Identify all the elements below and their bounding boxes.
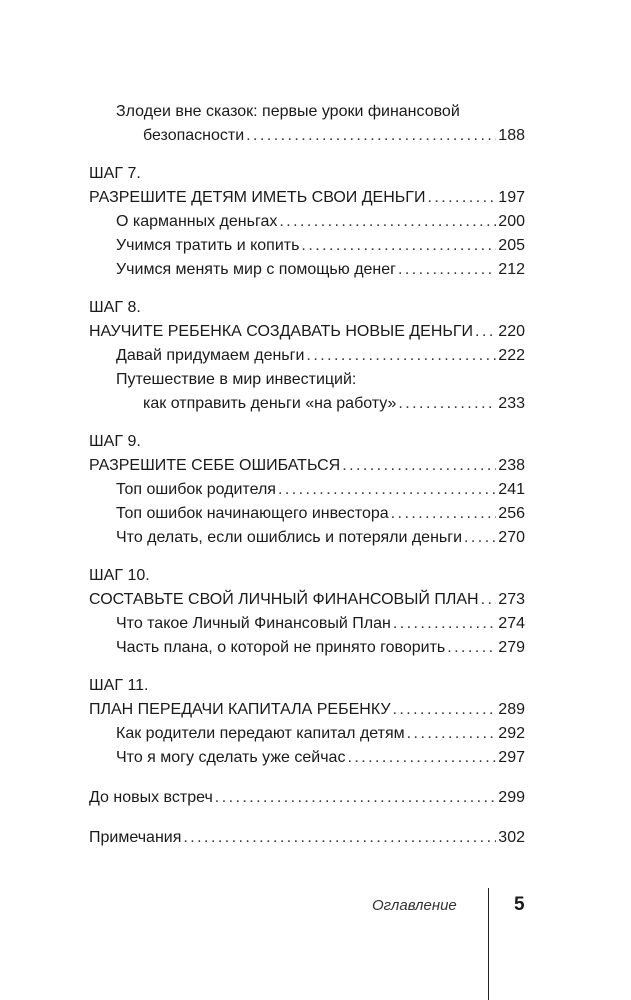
dot-leader <box>398 392 496 416</box>
toc-entry-page: 220 <box>498 323 525 340</box>
toc-entry-page: 274 <box>498 615 525 632</box>
dot-leader <box>464 526 496 550</box>
footer-section-label: Оглавление <box>372 897 457 914</box>
toc-entry <box>89 392 525 416</box>
toc-entry-title: Учимся тратить и копить <box>116 237 300 254</box>
toc-step-title: НАУЧИТЕ РЕБЕНКА СОЗДАВАТЬ НОВЫЕ ДЕНЬГИ <box>89 323 474 340</box>
step-label: ШАГ 8. <box>89 299 141 316</box>
dot-leader <box>347 746 496 770</box>
dot-leader <box>427 186 496 210</box>
dot-leader <box>447 636 496 660</box>
toc-entry-title: До новых встреч <box>89 789 213 806</box>
toc-entry <box>89 124 525 148</box>
step-label: ШАГ 9. <box>89 433 141 450</box>
toc-entry-title: как отправить деньги «на работу» <box>143 395 397 412</box>
dot-leader <box>278 478 496 502</box>
toc-entry-page: 270 <box>498 529 525 546</box>
toc-entry <box>89 344 525 368</box>
dot-leader <box>306 344 496 368</box>
toc-entry-notes <box>89 826 525 850</box>
toc-entry-title: Что такое Личный Финансовый План <box>116 615 391 632</box>
dot-leader <box>481 588 497 612</box>
toc-entry <box>89 210 525 234</box>
dot-leader <box>183 826 496 850</box>
toc-entry <box>89 234 525 258</box>
toc-entry-page: 197 <box>498 189 525 206</box>
toc-entry-page: 238 <box>498 457 525 474</box>
toc-entry-page: 241 <box>498 481 525 498</box>
toc-step-title: РАЗРЕШИТЕ ДЕТЯМ ИМЕТЬ СВОИ ДЕНЬГИ <box>89 189 426 206</box>
footer-divider <box>488 888 489 1000</box>
toc-entry-farewell <box>89 786 525 810</box>
toc-entry-title: Топ ошибок родителя <box>116 481 276 498</box>
toc-entry-line: Злодеи вне сказок: первые уроки финансовой <box>116 103 460 120</box>
dot-leader <box>246 124 496 148</box>
table-of-contents <box>89 100 525 850</box>
toc-entry-title: Учимся менять мир с помощью денег <box>116 261 396 278</box>
dot-leader <box>342 454 496 478</box>
toc-entry <box>89 612 525 636</box>
dot-leader <box>279 210 496 234</box>
toc-entry-title: О карманных деньгах <box>116 213 278 230</box>
toc-entry-page: 200 <box>498 213 525 230</box>
toc-step-title: СОСТАВЬТЕ СВОЙ ЛИЧНЫЙ ФИНАНСОВЫЙ ПЛАН <box>89 591 479 608</box>
toc-entry-title: Давай придумаем деньги <box>116 347 305 364</box>
page-number: 5 <box>514 894 525 915</box>
toc-entry <box>89 258 525 282</box>
toc-step-heading <box>89 698 525 722</box>
toc-entry <box>89 526 525 550</box>
toc-step-heading <box>89 588 525 612</box>
toc-entry-title: Примечания <box>89 829 182 846</box>
toc-entry-page: 188 <box>498 127 525 144</box>
toc-step-heading <box>89 320 525 344</box>
dot-leader <box>391 502 497 526</box>
toc-entry-title: Как родители передают капитал детям <box>116 725 405 742</box>
toc-entry-title: Топ ошибок начинающего инвестора <box>116 505 389 522</box>
toc-entry-page: 299 <box>498 789 525 806</box>
dot-leader <box>301 234 496 258</box>
toc-entry-page: 273 <box>498 591 525 608</box>
dot-leader <box>398 258 496 282</box>
toc-entry-title: Что делать, если ошиблись и потеряли деньги <box>116 529 463 546</box>
toc-step-title: ПЛАН ПЕРЕДАЧИ КАПИТАЛА РЕБЕНКУ <box>89 701 391 718</box>
toc-entry-title: Что я могу сделать уже сейчас <box>116 749 346 766</box>
dot-leader <box>392 698 496 722</box>
toc-entry <box>89 722 525 746</box>
toc-entry-page: 302 <box>498 829 525 846</box>
toc-step-heading <box>89 186 525 210</box>
toc-entry <box>89 636 525 660</box>
toc-entry <box>89 502 525 526</box>
step-label: ШАГ 10. <box>89 567 150 584</box>
toc-entry-page: 222 <box>498 347 525 364</box>
step-label: ШАГ 11. <box>89 677 149 694</box>
dot-leader <box>215 786 497 810</box>
toc-entry <box>89 478 525 502</box>
toc-entry-page: 256 <box>498 505 525 522</box>
step-label: ШАГ 7. <box>89 165 141 182</box>
dot-leader <box>475 320 496 344</box>
dot-leader <box>393 612 496 636</box>
toc-entry-page: 292 <box>498 725 525 742</box>
toc-entry-line: Путешествие в мир инвестиций: <box>116 371 357 388</box>
toc-step-title: РАЗРЕШИТЕ СЕБЕ ОШИБАТЬСЯ <box>89 457 341 474</box>
toc-entry-title: безопасности <box>143 127 245 144</box>
toc-entry-title: Часть плана, о которой не принято говорить <box>116 639 446 656</box>
dot-leader <box>407 722 497 746</box>
toc-entry-page: 289 <box>498 701 525 718</box>
toc-entry-page: 233 <box>498 395 525 412</box>
toc-entry-page: 279 <box>498 639 525 656</box>
toc-entry-page: 212 <box>498 261 525 278</box>
toc-step-heading <box>89 454 525 478</box>
toc-entry <box>89 746 525 770</box>
toc-entry-page: 297 <box>498 749 525 766</box>
toc-entry-page: 205 <box>498 237 525 254</box>
